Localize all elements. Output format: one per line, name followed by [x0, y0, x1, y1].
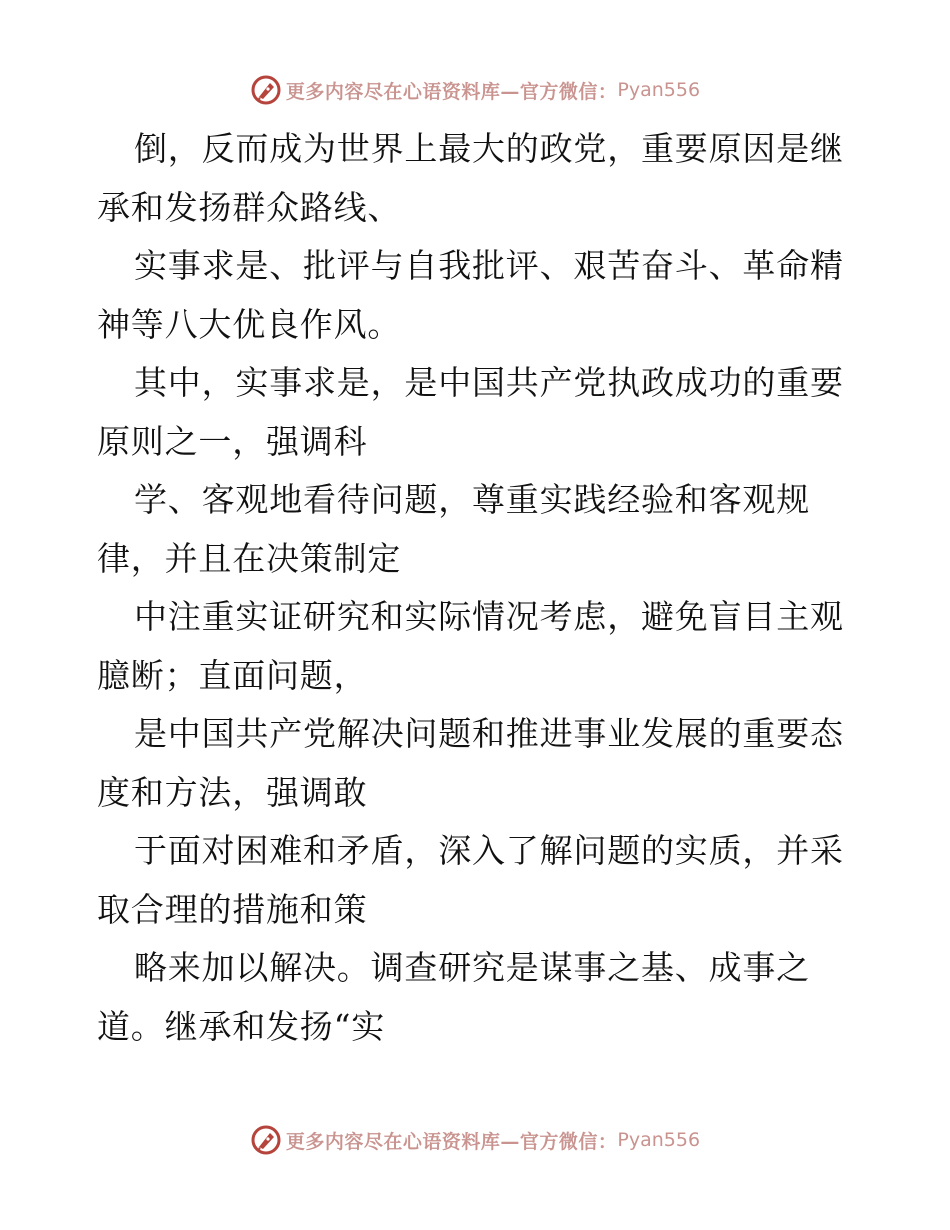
footer-wechat-id: Pyan556 — [617, 1129, 701, 1151]
text-line: 律，并且在决策制定 — [97, 538, 402, 578]
text-line: 其中，实事求是，是中国共产党执政成功的重要 — [134, 363, 844, 402]
text-line: 神等八大优良作风。 — [97, 304, 402, 344]
text-line: 道。继承和发扬“实 — [97, 1006, 386, 1046]
text-line: 度和方法，强调敢 — [97, 772, 368, 812]
text-line: 取合理的措施和策 — [97, 889, 368, 929]
text-line: 中注重实证研究和实际情况考虑，避免盲目主观 — [134, 597, 844, 636]
text-line: 倒，反而成为世界上最大的政党，重要原因是继 — [134, 129, 844, 168]
header-wechat-id: Pyan556 — [617, 79, 701, 101]
body-text — [97, 120, 857, 1056]
header-slogan: 更多内容尽在心语资料库—官方微信： — [285, 80, 618, 103]
text-line: 原则之一，强调科 — [97, 421, 368, 461]
text-line: 实事求是、批评与自我批评、艰苦奋斗、革命精 — [134, 246, 844, 285]
footer-watermark — [0, 1122, 950, 1158]
pen-nib-logo-icon — [250, 74, 282, 106]
pen-nib-logo-icon — [250, 1124, 282, 1156]
text-line: 臆断；直面问题， — [97, 655, 368, 695]
footer-slogan: 更多内容尽在心语资料库—官方微信： — [285, 1130, 618, 1153]
text-line: 略来加以解决。调查研究是谋事之基、成事之 — [134, 948, 810, 987]
text-line: 于面对困难和矛盾，深入了解问题的实质，并采 — [134, 831, 844, 870]
text-line: 是中国共产党解决问题和推进事业发展的重要态 — [134, 714, 844, 753]
header-watermark — [0, 72, 950, 108]
text-line: 学、客观地看待问题，尊重实践经验和客观规 — [134, 480, 810, 519]
text-line: 承和发扬群众路线、 — [97, 187, 402, 227]
